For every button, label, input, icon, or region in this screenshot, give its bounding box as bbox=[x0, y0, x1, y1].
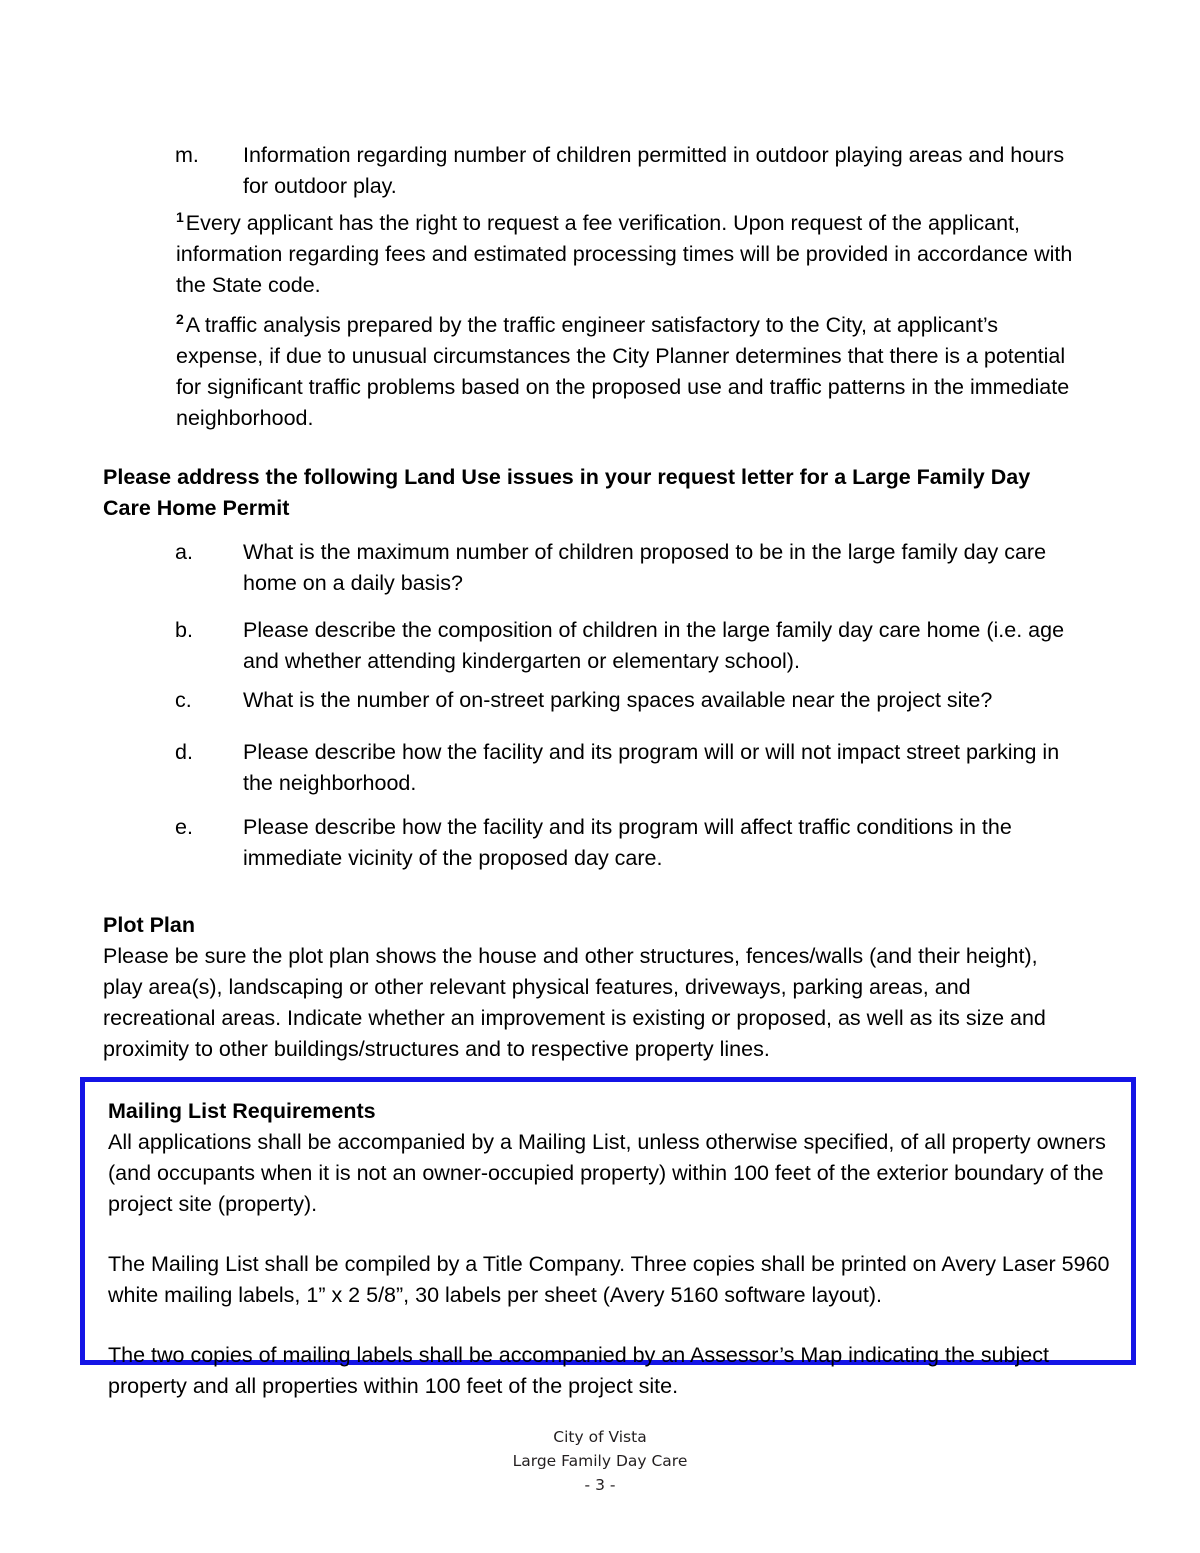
land-use-item-e-text: Please describe how the facility and its program will affect traffic conditions in the immediate vicinity of the proposed day care. bbox=[243, 815, 1012, 870]
land-use-item-a-text: What is the maximum number of children proposed to be in the large family day care home on a daily basis? bbox=[243, 540, 1047, 595]
list-item-m bbox=[103, 140, 1078, 202]
footer-line-document: Large Family Day Care bbox=[512, 1452, 688, 1470]
footer-page-number: - 3 - bbox=[584, 1476, 616, 1494]
mailing-list-paragraph-3: The two copies of mailing labels shall be accompanied by an Assessor’s Map indicating the subject property and all properties within 100 feet of the project site. bbox=[108, 1343, 1049, 1398]
land-use-heading bbox=[103, 462, 1078, 524]
land-use-item-c bbox=[103, 685, 1078, 716]
mailing-list-box bbox=[80, 1077, 1136, 1398]
land-use-item-d-marker: d. bbox=[175, 740, 193, 764]
footnote-2-marker: 2 bbox=[176, 310, 184, 327]
mailing-list-heading: Mailing List Requirements bbox=[108, 1099, 376, 1123]
land-use-item-e bbox=[103, 812, 1078, 874]
land-use-item-e-marker: e. bbox=[175, 815, 193, 839]
land-use-item-d bbox=[103, 737, 1078, 799]
land-use-item-a bbox=[103, 537, 1078, 599]
land-use-item-b bbox=[103, 615, 1078, 677]
land-use-item-b-text: Please describe the composition of children in the large family day care home (i.e. age and whether attending kindergarten or elementary school). bbox=[243, 618, 1065, 673]
land-use-item-c-text: What is the number of on-street parking spaces available near the project site? bbox=[243, 688, 993, 712]
land-use-item-a-marker: a. bbox=[175, 540, 193, 564]
list-item-m-text: Information regarding number of children permitted in outdoor playing areas and hours for outdoor play. bbox=[243, 143, 1065, 198]
mailing-list-paragraph-2: The Mailing List shall be compiled by a Title Company. Three copies shall be printed on Avery Laser 5960 white mailing labels, 1” x 2 5/8”, 30 labels per sheet (Avery 5160 software layout). bbox=[108, 1252, 1110, 1307]
footnote-1-text: Every applicant has the right to request a fee verification. Upon request of the applicant, information regarding fees and estimated processing times will be provided in accordance with the State code. bbox=[176, 211, 1073, 297]
land-use-item-d-text: Please describe how the facility and its program will or will not impact street parking in the neighborhood. bbox=[243, 740, 1060, 795]
footnote-2 bbox=[103, 310, 1078, 434]
plot-plan-section bbox=[103, 910, 1078, 1065]
plot-plan-text: Please be sure the plot plan shows the house and other structures, fences/walls (and their height), play area(s), landscaping or other relevant physical features, driveways, parking areas, and recreational areas. Indicate whether an improvement is existing or proposed, as well as its size and proximity to other buildings/structures and to respective property lines. bbox=[103, 944, 1046, 1061]
land-use-item-b-marker: b. bbox=[175, 618, 193, 642]
footnote-1-marker: 1 bbox=[176, 208, 184, 225]
footnote-2-text: A traffic analysis prepared by the traffic engineer satisfactory to the City, at applicant’s expense, if due to unusual circumstances the City Planner determines that there is a potential for significant traffic problems based on the proposed use and traffic patterns in the immediate neighborhood. bbox=[176, 313, 1070, 430]
footer-line-city: City of Vista bbox=[553, 1428, 647, 1446]
list-item-m-marker: m. bbox=[175, 143, 199, 167]
mailing-list-paragraph-1: All applications shall be accompanied by a Mailing List, unless otherwise specified, of all property owners (and occupants when it is not an owner-occupied property) within 100 feet of the exterior boundary of the project site (property). bbox=[108, 1130, 1106, 1216]
land-use-heading-text: Please address the following Land Use issues in your request letter for a Large Family Day Care Home Permit bbox=[103, 465, 1031, 520]
land-use-item-c-marker: c. bbox=[175, 688, 192, 712]
footnote-1 bbox=[103, 208, 1078, 301]
page-footer bbox=[0, 1425, 1200, 1497]
plot-plan-heading: Plot Plan bbox=[103, 913, 195, 937]
